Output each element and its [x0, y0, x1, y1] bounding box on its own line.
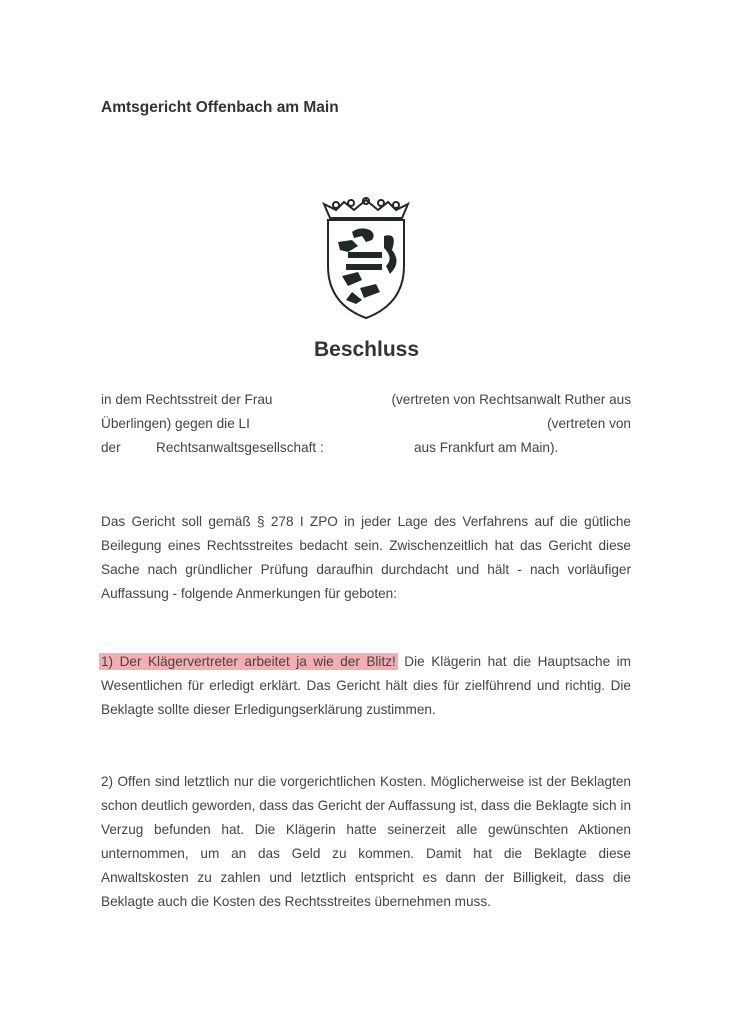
plaintiff-counsel: (vertreten von Rechtsanwalt Ruther aus	[391, 392, 631, 407]
point-1-text: Die Klägerin hat die Hauptsache im Wesentlichen für erledigt erklärt. Das Gericht hält dies für zielführend und richtig. Die Beklagte sollte dieser Erledigungserklärung zustimmen.	[101, 654, 631, 717]
court-name: Amtsgericht Offenbach am Main	[101, 99, 339, 116]
defendant-label: Überlingen) gegen die LI	[101, 416, 250, 431]
parties-line-2	[101, 416, 631, 431]
point-2-paragraph: 2) Offen sind letztlich nur die vorgerichtlichen Kosten. Möglicherweise ist der Beklagten schon deutlich geworden, dass das Gericht der Auffassung ist, dass die Beklagte sich in Verzug befunden hat. Die Klägerin hatte seinerzeit alle gewünschten Aktionen unternommen, um an das Geld zu kommen. Damit hat die Beklagte diese Anwaltskosten zu zahlen und letztlich entspricht es dann der Billigkeit, dass die Beklagte auch die Kosten des Rechtsstreites übernehmen muss.	[101, 774, 631, 909]
parties-line-3	[101, 440, 631, 455]
highlighted-remark: 1) Der Klägervertreter arbeitet ja wie der Blitz!	[101, 654, 396, 669]
intro-paragraph: Das Gericht soll gemäß § 278 I ZPO in jeder Lage des Verfahrens auf die gütliche Beilegung eines Rechtsstreites bedacht sein. Zwischenzeitlich hat das Gericht diese Sache nach gründlicher Prüfung daraufhin durchdacht und hält - nach vorläufiger Auffassung - folgende Anmerkungen für geboten:	[101, 514, 631, 601]
law-firm-location: aus Frankfurt am Main).	[414, 440, 559, 455]
defendant-counsel: (vertreten von	[547, 416, 631, 431]
plaintiff-label: in dem Rechtsstreit der Frau	[101, 392, 273, 407]
point-1-paragraph	[101, 650, 631, 722]
hessen-coat-of-arms-icon	[318, 196, 414, 320]
document-title: Beschluss	[313, 338, 420, 361]
counsel-prefix: der	[101, 440, 121, 455]
law-firm-label: Rechtsanwaltsgesellschaft :	[156, 440, 324, 455]
parties-line-1	[101, 392, 631, 407]
